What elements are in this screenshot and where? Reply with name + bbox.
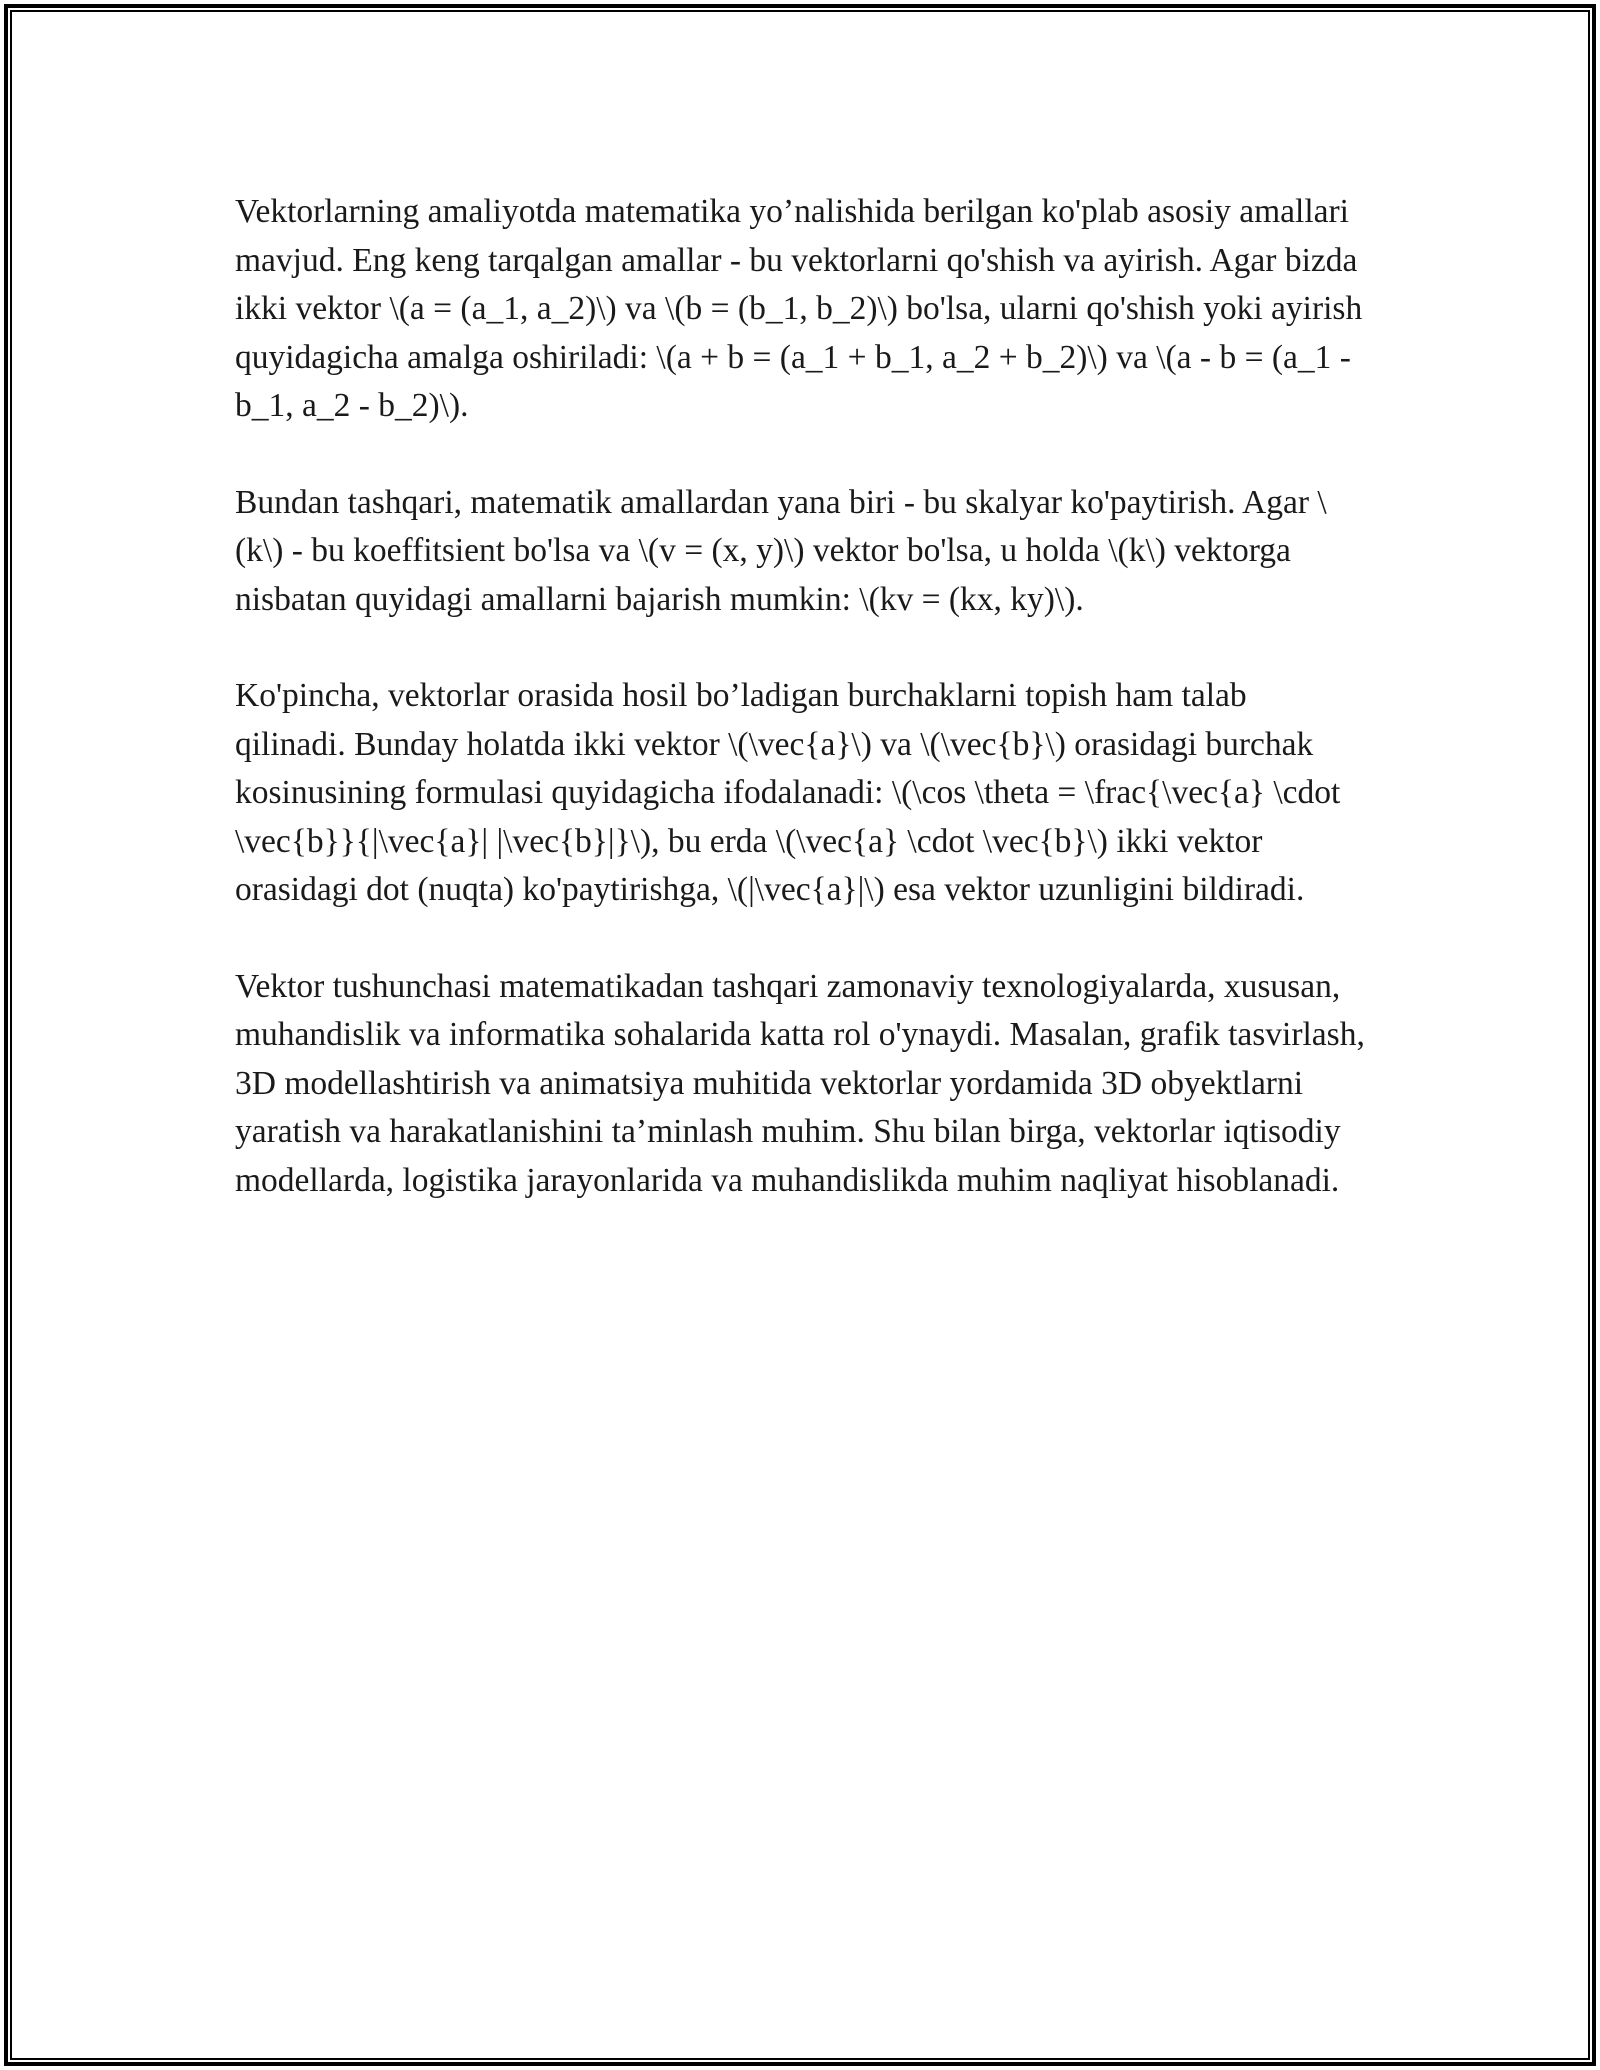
document-body xyxy=(235,188,1365,1253)
paragraph-applications: Vektor tushunchasi matematikadan tashqari zamonaviy texnologiyalarda, xususan, muhandislik va informatika sohalarida katta rol o'ynaydi. Masalan, grafik tasvirlash, 3D modellashtirish va animatsiya muhitida vektorlar yordamida 3D obyektlarni yaratish va harakatlanishini ta’minlash muhim. Shu bilan birga, vektorlar iqtisodiy modellarda, logistika jarayonlarida va muhandislikda muhim naqliyat hisoblanadi. xyxy=(235,967,1365,1199)
paragraph-vector-operations: Vektorlarning amaliyotda matematika yo’nalishida berilgan ko'plab asosiy amallari mavjud. Eng keng tarqalgan amallar - bu vektorlarni qo'shish va ayirish. Agar bizda ikki vektor \(a = (a_1, a_2)\) va \(b = (b_1, b_2)\) bo'lsa, ularni qo'shish yoki ayirish quyidagicha amalga oshiriladi: \(a + b = (a_1 + b_1, a_2 + b_2)\) va \(a - b = (a_1 - b_1, a_2 - b_2)\). xyxy=(235,193,1363,424)
paragraph-scalar-multiplication: Bundan tashqari, matematik amallardan yana biri - bu skalyar ko'paytirish. Agar \(k\) - bu koeffitsient bo'lsa va \(v = (x, y)\) vektor bo'lsa, u holda \(k\) vektorga nisbatan quyidagi amallarni bajarish mumkin: \(kv = (kx, ky)\). xyxy=(235,483,1327,618)
paragraph-angle-between-vectors: Ko'pincha, vektorlar orasida hosil bo’ladigan burchaklarni topish ham talab qilinadi. Bunday holatda ikki vektor \(\vec{a}\) va \(\vec{b}\) orasidagi burchak kosinusining formulasi quyidagicha ifodalanadi: \(\cos \theta = \frac{\vec{a} \cdot \vec{b}}{|\vec{a}| |\vec{b}|}\), bu erda \(\vec{a} \cdot \vec{b}\) ikki vektor orasidagi dot (nuqta) ko'paytirishga, \(|\vec{a}|\) esa vektor uzunligini bildiradi. xyxy=(235,677,1341,908)
